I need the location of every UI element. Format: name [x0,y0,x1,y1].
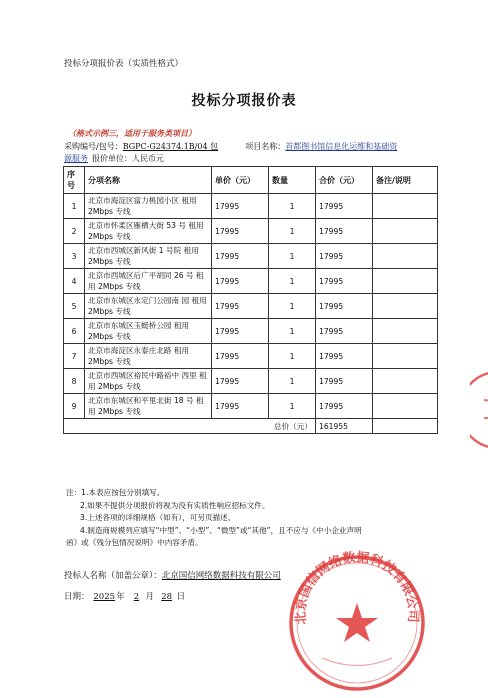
bidder-name: 北京国信网络数据科技有限公司 [161,571,281,581]
row-subtotal: 17995 [316,269,373,294]
note-4-continued: 函》或《残分包情况说明》中内容矛盾。 [66,538,203,547]
format-example-note: （格式示例三，适用于服务类项目） [68,128,196,138]
row-quantity: 1 [269,194,316,219]
note-1: 注：1.本表应按包分别填写。 [66,488,165,497]
currency-label: 报价单位：人民币元 [92,154,164,163]
row-subtotal: 17995 [316,319,373,344]
document-title: 投标分项报价表 [191,93,297,109]
month-unit: 月 [145,592,154,602]
row-item-name: 北京市海淀区富力桃园小区 租用 2Mbps 专线 [85,194,212,219]
row-item-name: 北京市海淀区永泰庄北路 租用 2Mbps 专线 [85,344,212,369]
row-remark [373,294,438,319]
row-unit-price: 17995 [212,294,269,319]
table-row [64,219,438,244]
row-no: 9 [64,394,85,419]
row-quantity: 1 [269,269,316,294]
header-quantity: 数量 [269,167,316,194]
table-row [64,294,438,319]
row-no: 8 [64,369,85,394]
row-item-name: 北京市东城区永定门公园南 园 租用 2Mbps 专线 [85,294,212,319]
row-subtotal: 17995 [316,194,373,219]
row-remark [373,194,438,219]
row-subtotal: 17995 [316,394,373,419]
row-unit-price: 17995 [212,269,269,294]
purchase-info-line [64,141,397,152]
table-row [64,394,438,419]
row-item-name: 北京市西城区裕民中路裕中 西里 租用 2Mbps 专线 [85,369,212,394]
row-quantity: 1 [269,294,316,319]
row-no: 5 [64,294,85,319]
notes-section [66,487,446,550]
date-line [64,590,185,602]
header-remark: 备注/说明 [373,167,438,194]
row-quantity: 1 [269,219,316,244]
table-row [64,194,438,219]
note-3: 3.上述各项的详细规格（如有），可另页描述。 [80,513,236,522]
purchase-number-label: 采购编号/包号： [64,142,123,151]
row-item-name: 北京市西城区后广平胡同 26 号 租用 2Mbps 专线 [85,269,212,294]
day-unit: 日 [176,592,186,602]
table-row [64,344,438,369]
edge-seal-fragment [470,370,488,450]
purchase-number-value: BGPC-G24374.1B/04 包 [122,142,219,151]
table-row [64,244,438,269]
row-remark [373,369,438,394]
total-row [64,419,438,434]
row-no: 1 [64,194,85,219]
project-name-continued: 源服务 [64,154,88,163]
row-unit-price: 17995 [212,394,269,419]
row-subtotal: 17995 [316,344,373,369]
price-breakdown-table [63,166,438,434]
header-no: 序号 [64,167,85,194]
row-no: 4 [64,269,85,294]
row-quantity: 1 [269,394,316,419]
row-subtotal: 17995 [316,244,373,269]
table-row [64,369,438,394]
row-remark [373,319,438,344]
row-subtotal: 17995 [316,219,373,244]
row-item-name: 北京市西城区新风街 1 号院 租用 2Mbps 专线 [85,244,212,269]
row-quantity: 1 [269,244,316,269]
row-remark [373,244,438,269]
date-year: 2025 [93,592,116,602]
bidder-line [64,569,281,581]
row-remark [373,394,438,419]
row-unit-price: 17995 [212,219,269,244]
row-unit-price: 17995 [212,319,269,344]
total-value: 161955 [316,419,373,434]
row-unit-price: 17995 [212,194,269,219]
year-unit: 年 [116,592,125,602]
company-seal-stamp [282,548,432,698]
row-no: 3 [64,244,85,269]
row-quantity: 1 [269,319,316,344]
row-no: 2 [64,219,85,244]
note-4: 4.制造商规模列应填写“中型”、“小型”、“微型”或“其他”，且不应与《中小企业声明 [80,525,362,535]
table-header-row [64,167,438,194]
row-quantity: 1 [269,344,316,369]
row-no: 6 [64,319,85,344]
seal-star-icon [336,603,378,642]
note-2: 2.如果不提供分项报价将视为没有实质性响应招标文件。 [80,500,270,510]
header-item-name: 分项名称 [85,167,212,194]
document-type-label: 投标分项报价表（实质性格式） [64,59,184,69]
header-unit-price: 单价（元） [212,167,269,194]
project-name-value: 首都图书馆信息化运维和基础资 [285,142,398,151]
row-remark [373,269,438,294]
table-row [64,269,438,294]
total-remark [373,419,438,434]
row-item-name: 北京市怀柔区雁栖大街 53 号 租用 2Mbps 专线 [85,219,212,244]
project-name-label: 项目名称： [245,142,286,151]
row-item-name: 北京市东城区玉蜓桥公园 租用 2Mbps 专线 [85,319,212,344]
row-quantity: 1 [269,369,316,394]
row-remark [373,344,438,369]
row-subtotal: 17995 [316,369,373,394]
table-row [64,319,438,344]
bidder-label: 投标人名称（加盖公章）： [64,571,162,581]
date-label: 日期： [64,592,90,602]
row-subtotal: 17995 [316,294,373,319]
row-unit-price: 17995 [212,369,269,394]
row-unit-price: 17995 [212,344,269,369]
currency-line [64,153,164,164]
seal-text: 北京国信网络数据科技有限公司 [293,550,421,626]
date-day: 28 [161,592,173,602]
header-subtotal: 合价（元） [316,167,373,194]
total-label: 总价（元） [64,419,316,434]
row-unit-price: 17995 [212,244,269,269]
row-remark [373,219,438,244]
row-no: 7 [64,344,85,369]
row-item-name: 北京市东城区和平里北街 18 号 租用 2Mbps 专线 [85,394,212,419]
date-month: 2 [133,592,140,602]
